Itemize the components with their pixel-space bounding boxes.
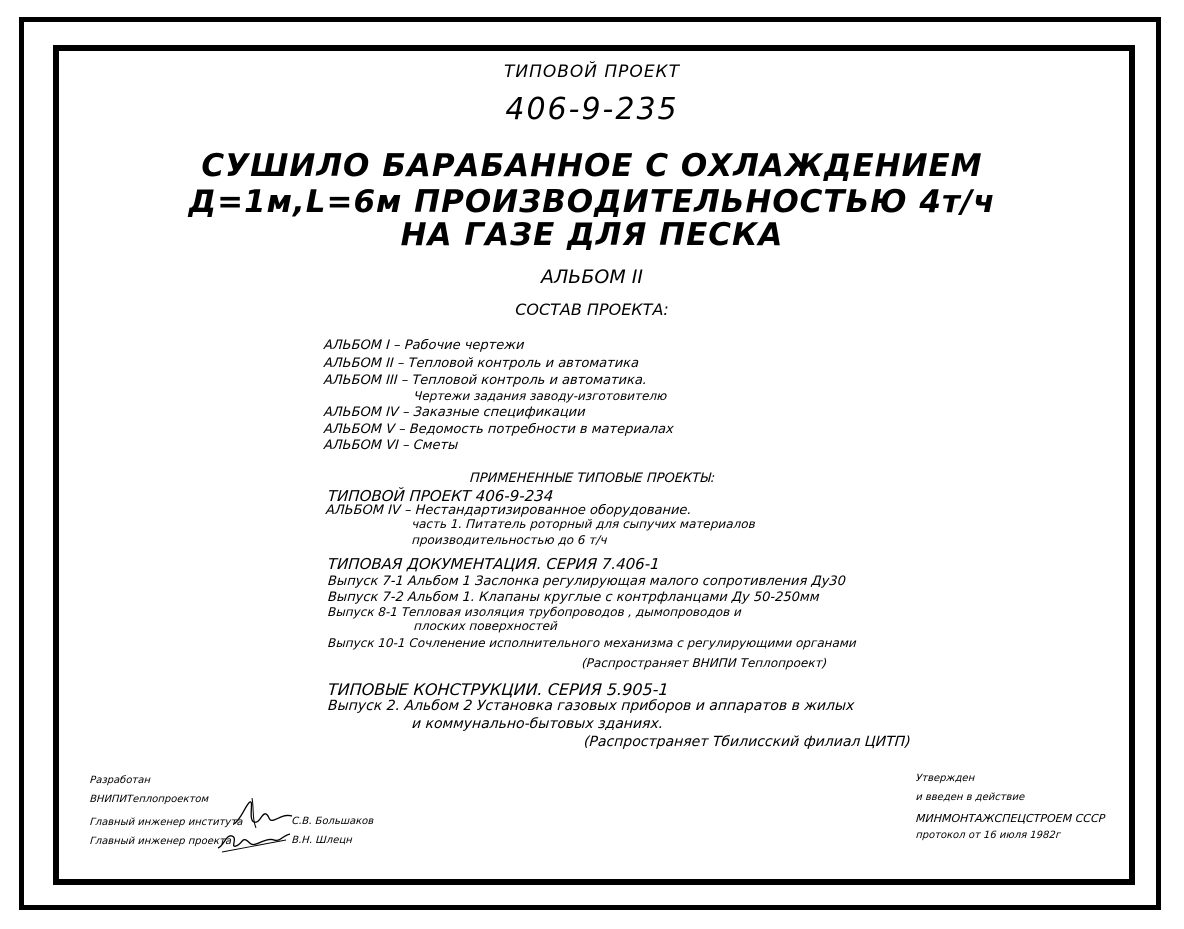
constructions-heading: ТИПОВЫЕ КОНСТРУКЦИИ. СЕРИЯ 5.905-1 [327,680,670,699]
constructions-row: Выпуск 2. Альбом 2 Установка газовых приборов и аппаратов в жилых [327,698,855,714]
approval-label: Утвержден [915,773,976,784]
docs-row: Выпуск 10-1 Сочленение исполнительного механизма с регулирующими органами [327,636,858,650]
docs-row: Выпуск 7-1 Альбом 1 Заслонка регулирующая малого сопротивления Ду30 [327,574,847,589]
album-label: АЛЬБОМ II [541,266,643,288]
album-item: АЛЬБОМ II – Тепловой контроль и автоматика [323,356,640,371]
project-number: 406-9-235 [505,92,679,127]
chief-institute-name: С.В. Большаков [291,816,375,827]
applied-album-iv: АЛЬБОМ IV – Нестандартизированное оборудование. [325,503,693,518]
approval-org: МИНМОНТАЖСПЕЦСТРОЕМ СССР [915,812,1106,825]
applied-capacity: производительностью до 6 т/ч [411,533,608,547]
applied-part: часть 1. Питатель роторный для сыпучих материалов [411,517,757,531]
constructions-distributor: (Распространяет Тбилисский филиал ЦИТП) [583,734,912,750]
docs-row: Выпуск 7-2 Альбом 1. Клапаны круглые с контрфланцами Ду 50-250мм [327,590,821,605]
docs-row-continuation: плоских поверхностей [413,619,559,633]
album-item-continuation: Чертежи задания заводу-изготовителю [413,389,668,403]
developer-label: Разработан [89,775,152,786]
composition-heading: СОСТАВ ПРОЕКТА: [515,300,669,319]
constructions-row-continuation: и коммунально-бытовых зданиях. [411,716,664,732]
signature-project [216,828,292,854]
approval-protocol: протокол от 16 июля 1982г [915,830,1062,841]
applied-heading: ПРИМЕНЕННЫЕ ТИПОВЫЕ ПРОЕКТЫ: [469,471,716,486]
docs-heading: ТИПОВАЯ ДОКУМЕНТАЦИЯ. СЕРИЯ 7.406-1 [327,555,661,573]
album-item: АЛЬБОМ VI – Сметы [323,438,459,453]
docs-distributor: (Распространяет ВНИПИ Теплопроект) [581,656,828,670]
approval-enacted: и введен в действие [915,792,1026,803]
title-line-3: НА ГАЗЕ ДЛЯ ПЕСКА [400,217,784,253]
album-item: АЛЬБОМ IV – Заказные спецификации [323,405,587,420]
chief-institute-label: Главный инженер института [89,817,244,828]
chief-project-label: Главный инженер проекта [89,836,233,847]
header-label: ТИПОВОЙ ПРОЕКТ [503,62,681,82]
album-item: АЛЬБОМ III – Тепловой контроль и автоматика. [323,373,648,388]
chief-project-name: В.Н. Шлецн [291,835,353,846]
applied-project: ТИПОВОЙ ПРОЕКТ 406-9-234 [327,487,555,505]
album-item: АЛЬБОМ I – Рабочие чертежи [323,338,525,353]
album-item: АЛЬБОМ V – Ведомость потребности в материалах [323,422,675,437]
developer-org: ВНИПИТеплопроектом [89,794,210,805]
title-line-1: СУШИЛО БАРАБАННОЕ С ОХЛАЖДЕНИЕМ [201,148,983,184]
title-line-2: Д=1м,L=6м ПРОИЗВОДИТЕЛЬНОСТЬЮ 4т/ч [188,184,996,220]
signature-institute [232,798,294,830]
docs-row: Выпуск 8-1 Тепловая изоляция трубопроводов , дымопроводов и [327,605,743,619]
